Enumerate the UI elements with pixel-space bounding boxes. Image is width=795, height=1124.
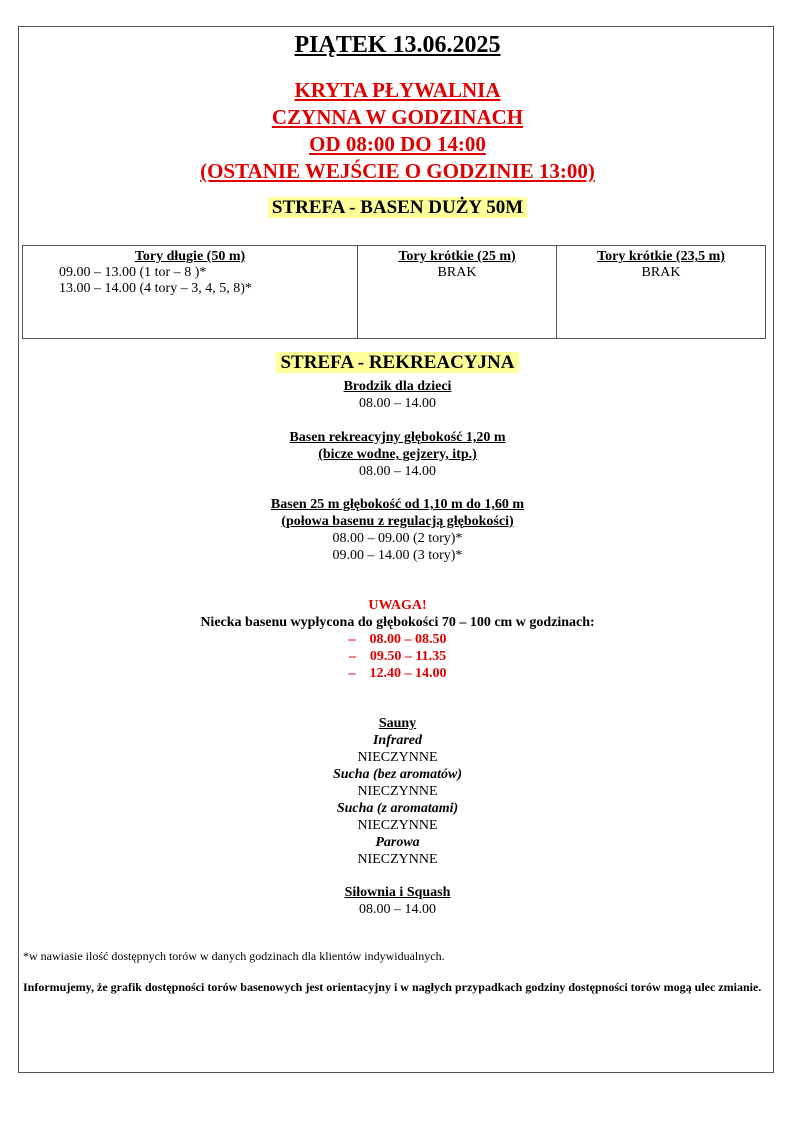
sauna-name-1: Infrared (372, 733, 422, 748)
zone-rec-title-wrap (0, 352, 795, 374)
pool25-section (0, 496, 795, 564)
saunas-section (0, 715, 795, 868)
pool25-hours-2: 09.00 – 14.00 (3 tory)* (332, 548, 463, 563)
warning-time-3: – 12.40 – 14.00 (348, 666, 447, 681)
sauna-name-3: Sucha (z aromatami) (336, 801, 459, 816)
gym-section (0, 884, 795, 918)
sauna-status-2: NIECZYNNE (357, 784, 438, 799)
date-title: PIĄTEK 13.06.2025 (294, 32, 501, 58)
sauna-status-1: NIECZYNNE (357, 750, 438, 765)
zone-big-title-wrap (0, 197, 795, 219)
warning-text: Niecka basenu wypłycona do głębokości 70 – 100 cm w godzinach: (200, 615, 595, 630)
lanes-short235-header: Tory krótkie (23,5 m) (597, 249, 725, 264)
lanes-long-header: Tory długie (50 m) (134, 249, 246, 264)
gym-title: Siłownia i Squash (344, 885, 451, 900)
sauna-status-3: NIECZYNNE (357, 818, 438, 833)
zone-big-title: STREFA - BASEN DUŻY 50M (268, 197, 527, 218)
pool25-subtitle: (połowa basenu z regulacją głębokości) (281, 514, 514, 529)
kids-pool-hours: 08.00 – 14.00 (359, 396, 436, 411)
zone-rec-title: STREFA - REKREACYJNA (276, 352, 518, 373)
rec-pool-title: Basen rekreacyjny głębokość 1,20 m (289, 430, 506, 445)
open-hours-label: CZYNNA W GODZINACH (271, 105, 524, 129)
opening-hours-header (0, 77, 795, 185)
sauna-name-2: Sucha (bez aromatów) (332, 767, 463, 782)
lanes-short25-value: BRAK (437, 265, 477, 280)
rec-pool-section (0, 429, 795, 480)
lanes-short25-header: Tory krótkie (25 m) (398, 249, 516, 264)
rec-pool-hours: 08.00 – 14.00 (359, 464, 436, 479)
kids-pool-title: Brodzik dla dzieci (343, 379, 452, 394)
open-hours-range: OD 08:00 DO 14:00 (309, 132, 486, 156)
warning-time-2: – 09.50 – 11.35 (348, 649, 447, 664)
lanes-long-cell (23, 246, 358, 339)
rec-pool-subtitle: (bicze wodne, gejzery, itp.) (318, 447, 477, 462)
warning-label: UWAGA! (368, 598, 427, 613)
gym-hours: 08.00 – 14.00 (359, 902, 436, 917)
saunas-title: Sauny (378, 716, 417, 731)
pool25-title: Basen 25 m głębokość od 1,10 m do 1,60 m (270, 497, 525, 512)
warning-section (0, 597, 795, 682)
lanes-long-line-1: 09.00 – 13.00 (1 tor – 8 )* (59, 265, 207, 280)
last-entry-note: (OSTANIE WEJŚCIE O GODZINIE 13:00) (200, 159, 595, 183)
pool25-hours-1: 08.00 – 09.00 (2 tory)* (332, 531, 463, 546)
sauna-name-4: Parowa (375, 835, 420, 850)
lanes-short235-value: BRAK (641, 265, 681, 280)
lanes-long-line-2: 13.00 – 14.00 (4 tory – 3, 4, 5, 8)* (59, 281, 252, 296)
lanes-table (22, 245, 766, 339)
info-footnote: Informujemy, że grafik dostępności torów basenowych jest orientacyjny i w nagłych przypadkach godziny dostępności torów mogą ulec zmianie. (23, 980, 762, 994)
pool-name: KRYTA PŁYWALNIA (294, 78, 501, 102)
lanes-short235-cell (557, 246, 766, 339)
asterisk-footnote: *w nawiasie ilość dostępnych torów w danych godzinach dla klientów indywidualnych. (23, 949, 445, 963)
sauna-status-4: NIECZYNNE (357, 852, 438, 867)
lanes-short25-cell (358, 246, 557, 339)
warning-time-1: – 08.00 – 08.50 (348, 632, 447, 647)
kids-pool-section (0, 378, 795, 412)
